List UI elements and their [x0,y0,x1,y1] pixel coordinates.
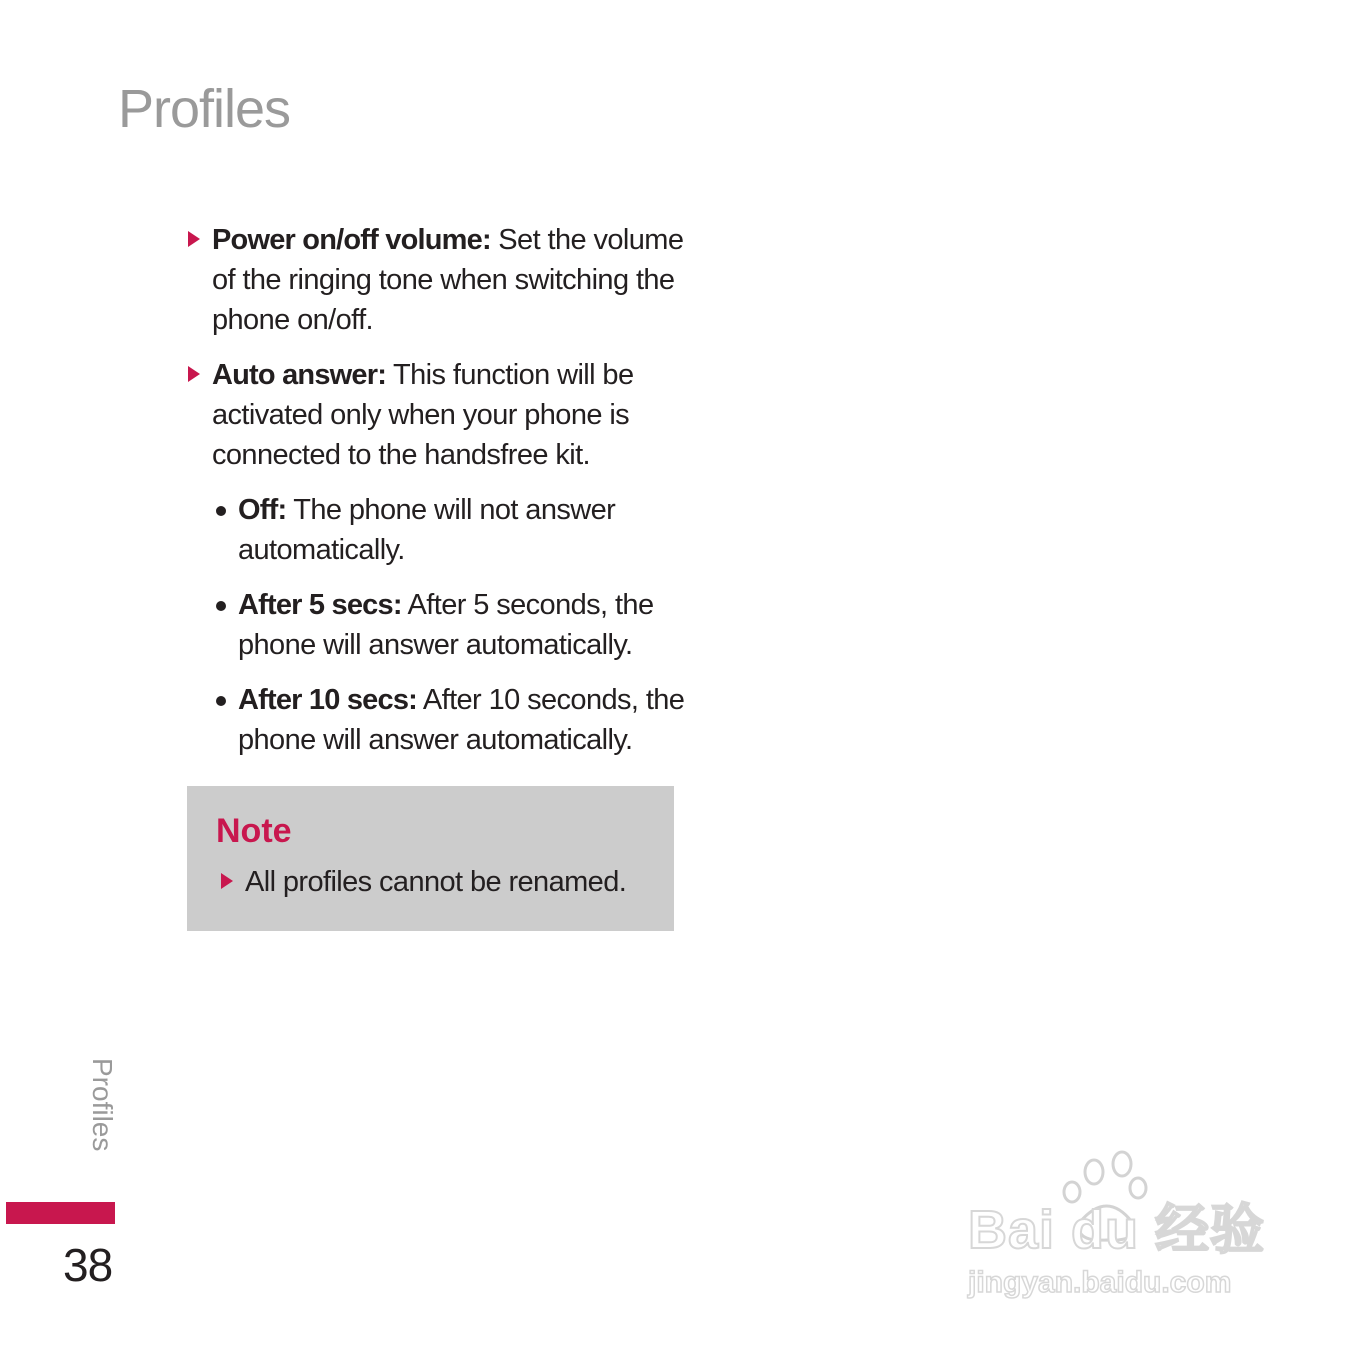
side-section-label: Profiles [87,1058,118,1152]
item-text: This function will be activated only when your phone is connected to the handsfree kit. [212,359,634,471]
triangle-bullet-icon [188,231,200,247]
note-text: All profiles cannot be renamed. [245,866,627,898]
dot-bullet-icon [216,696,226,706]
sub-item-text: The phone will not answer automatically. [238,494,616,566]
list-item-auto-answer [186,355,686,475]
triangle-bullet-icon [188,366,200,382]
note-box [187,786,674,931]
dot-bullet-icon [216,506,226,516]
item-term: Power on/off volume: [212,224,491,256]
sub-item-term: After 10 secs: [238,684,418,716]
note-item [219,862,626,902]
list-item-power-volume [186,220,686,340]
sub-item-text: After 5 seconds, the phone will answer automatically. [238,589,654,661]
sub-item-term: After 5 secs: [238,589,402,621]
page-title: Profiles [118,79,291,139]
sub-item-text: After 10 seconds, the phone will answer automatically. [238,684,685,756]
sub-item-term: Off: [238,494,287,526]
watermark-url: jingyan.baidu.com [968,1266,1232,1299]
content-body [186,220,686,775]
item-text: Set the volume of the ringing tone when switching the phone on/off. [212,224,684,336]
sub-item-after-10-secs [186,680,686,760]
item-term: Auto answer: [212,359,387,391]
baidu-watermark-logo [962,1150,1282,1310]
sub-item-off [186,490,686,570]
watermark-brand: Bai du 经验 [968,1200,1266,1260]
dot-bullet-icon [216,601,226,611]
triangle-bullet-icon [221,873,233,889]
accent-bar [6,1202,115,1224]
note-title: Note [216,812,292,850]
sub-item-after-5-secs [186,585,686,665]
page-number: 38 [63,1239,113,1291]
